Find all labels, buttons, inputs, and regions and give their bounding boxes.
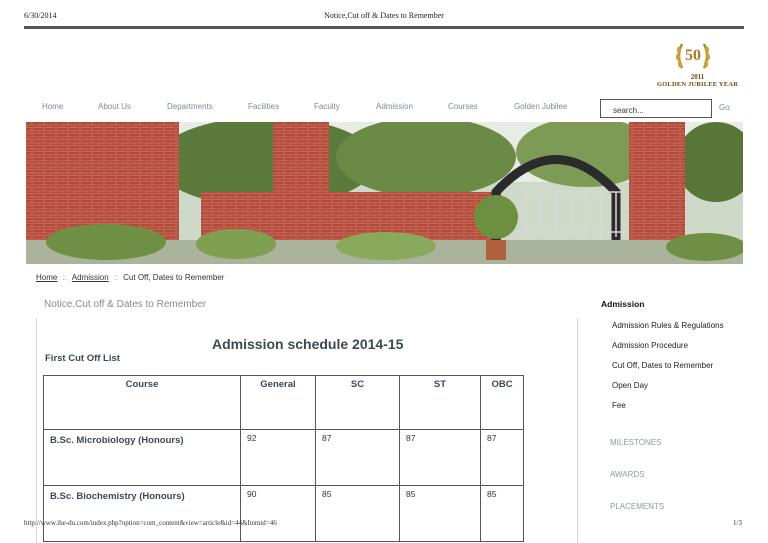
go-button[interactable]: Go [719, 103, 730, 112]
print-header [0, 0, 768, 22]
column-header-general: General [241, 376, 316, 430]
cutoff-list-heading: First Cut Off List [45, 353, 120, 364]
print-page-number: 1/3 [733, 519, 742, 527]
nav-courses[interactable]: Courses [448, 102, 478, 111]
page-title: Notice,Cut off & Dates to Remember [44, 299, 207, 310]
sc-cell: 85 [316, 486, 400, 542]
sidebar-item-open-day[interactable]: Open Day [612, 381, 649, 390]
sidebar-awards[interactable]: AWARDS [610, 470, 645, 479]
logo-year: 2011 [690, 73, 705, 81]
table-row [44, 486, 524, 542]
course-cell: B.Sc. Biochemistry (Honours) [44, 486, 241, 542]
column-header-obc: OBC [481, 376, 524, 430]
sidebar-heading: Admission [601, 299, 645, 309]
general-cell: 92 [241, 430, 316, 486]
breadcrumb [36, 273, 224, 282]
nav-golden-jubilee[interactable]: Golden Jubilee [514, 102, 568, 111]
table-header-row [44, 376, 524, 430]
sidebar-item-cutoff[interactable]: Cut Off, Dates to Remember [612, 361, 714, 370]
sidebar-milestones[interactable]: MILESTONES [610, 438, 662, 447]
st-cell: 85 [400, 486, 481, 542]
nav-faculty[interactable]: Faculty [314, 102, 340, 111]
search-input[interactable] [611, 105, 715, 116]
column-header-st: ST [400, 376, 481, 430]
sidebar-menu [612, 320, 742, 420]
breadcrumb-admission-link[interactable]: Admission [71, 273, 109, 282]
logo-caption: GOLDEN JUBILEE YEAR [656, 81, 739, 88]
st-cell: 87 [400, 430, 481, 486]
column-header-sc: SC [316, 376, 400, 430]
print-date: 6/30/2014 [24, 11, 57, 20]
nav-admission[interactable]: Admission [376, 102, 413, 111]
header-rule [24, 26, 744, 29]
nav-about-us[interactable]: About Us [98, 102, 131, 111]
breadcrumb-home-link[interactable]: Home [36, 273, 58, 282]
laurel-50-icon [674, 38, 712, 72]
obc-cell: 87 [481, 430, 524, 486]
sidebar-placements[interactable]: PLACEMENTS [610, 502, 665, 511]
column-header-course: Course [44, 376, 241, 430]
table-row [44, 430, 524, 486]
sidebar-item-procedure[interactable]: Admission Procedure [612, 341, 689, 350]
breadcrumb-separator: :: [113, 273, 119, 282]
sidebar-item-rules[interactable]: Admission Rules & Regulations [612, 321, 724, 330]
obc-cell: 85 [481, 486, 524, 542]
general-cell: 90 [241, 486, 316, 542]
sidebar-item-fee[interactable]: Fee [612, 401, 626, 410]
print-footer-url: http://www.ihe-du.com/index.php?option=com_content&view=article&id=44&Itemid=46 [24, 519, 277, 527]
campus-banner-image [26, 122, 743, 264]
schedule-heading: Admission schedule 2014-15 [212, 336, 404, 352]
breadcrumb-separator: :: [62, 273, 67, 282]
breadcrumb-current: Cut Off, Dates to Remember [123, 273, 225, 282]
golden-jubilee-logo[interactable] [650, 38, 745, 90]
nav-facilities[interactable]: Facilities [248, 102, 280, 111]
course-cell: B.Sc. Microbiology (Honours) [44, 430, 241, 486]
svg-text:50: 50 [685, 47, 701, 64]
nav-home[interactable]: Home [42, 102, 64, 111]
print-title: Notice,Cut off & Dates to Remember [324, 11, 444, 20]
search-box[interactable] [600, 99, 712, 118]
cutoff-table [43, 375, 524, 542]
nav-departments[interactable]: Departments [167, 102, 213, 111]
sc-cell: 87 [316, 430, 400, 486]
